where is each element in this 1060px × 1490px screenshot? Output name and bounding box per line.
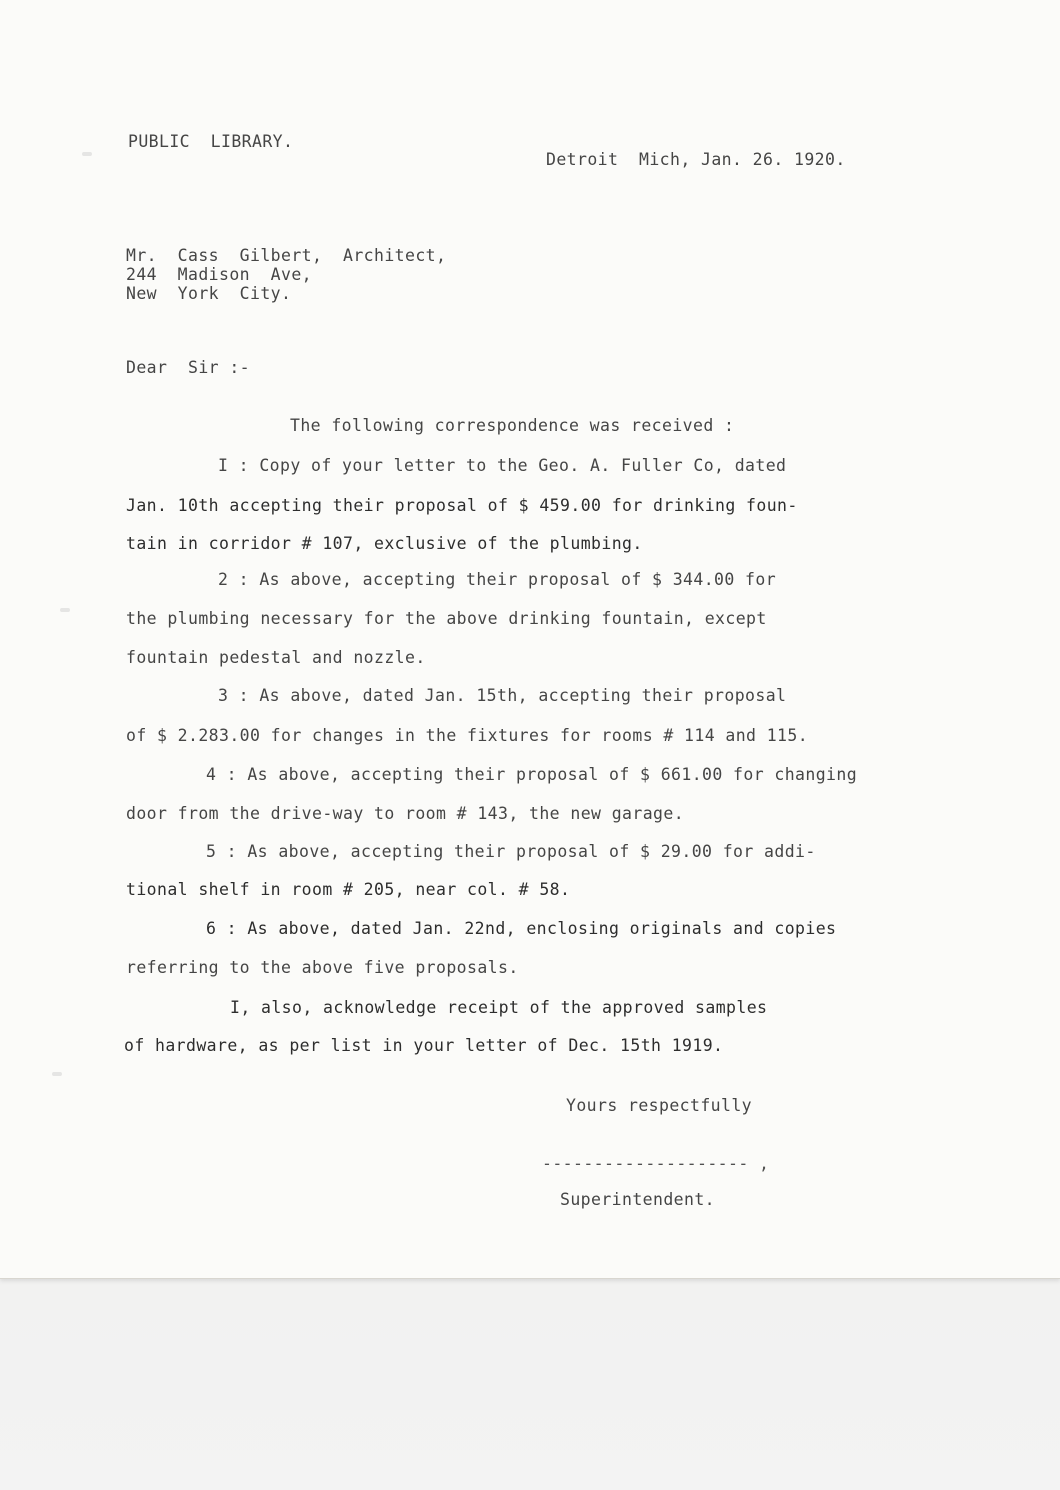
body-line: I, also, acknowledge receipt of the approved samples <box>230 998 768 1017</box>
margin-mark <box>52 1072 62 1076</box>
signature-title: Superintendent. <box>560 1190 716 1209</box>
closing: Yours respectfully <box>566 1096 753 1115</box>
margin-mark <box>82 152 92 156</box>
body-line: of $ 2.283.00 for changes in the fixtures for rooms # 114 and 115. <box>126 726 809 745</box>
body-line: I : Copy of your letter to the Geo. A. Fuller Co, dated <box>218 456 787 475</box>
address-line: Mr. Cass Gilbert, Architect, <box>126 246 447 265</box>
body-line: of hardware, as per list in your letter of Dec. 15th 1919. <box>124 1036 724 1055</box>
letterhead: PUBLIC LIBRARY. <box>128 132 294 151</box>
margin-mark <box>60 608 70 612</box>
faded-stamp-mark <box>39 1216 281 1269</box>
dateline: Detroit Mich, Jan. 26. 1920. <box>546 150 846 169</box>
signature-rule: -------------------- , <box>542 1154 770 1173</box>
body-line: 3 : As above, dated Jan. 15th, accepting their proposal <box>218 686 787 705</box>
body-line: door from the drive-way to room # 143, the new garage. <box>126 804 685 823</box>
salutation: Dear Sir :- <box>126 358 251 377</box>
body-line: tain in corridor # 107, exclusive of the plumbing. <box>126 534 643 553</box>
body-line: referring to the above five proposals. <box>126 958 519 977</box>
body-line: 5 : As above, accepting their proposal of $ 29.00 for addi- <box>206 842 816 861</box>
address-line: 244 Madison Ave, <box>126 265 313 284</box>
body-line: fountain pedestal and nozzle. <box>126 648 426 667</box>
body-line: tional shelf in room # 205, near col. # 58. <box>126 880 571 899</box>
body-line: 4 : As above, accepting their proposal of $ 661.00 for changing <box>206 765 858 784</box>
address-line: New York City. <box>126 284 292 303</box>
body-line: 2 : As above, accepting their proposal of $ 344.00 for <box>218 570 777 589</box>
body-line: the plumbing necessary for the above drinking fountain, except <box>126 609 767 628</box>
body-line: Jan. 10th accepting their proposal of $ 459.00 for drinking foun- <box>126 496 798 515</box>
body-line: 6 : As above, dated Jan. 22nd, enclosing originals and copies <box>206 919 837 938</box>
intro-line: The following correspondence was received : <box>290 416 735 435</box>
